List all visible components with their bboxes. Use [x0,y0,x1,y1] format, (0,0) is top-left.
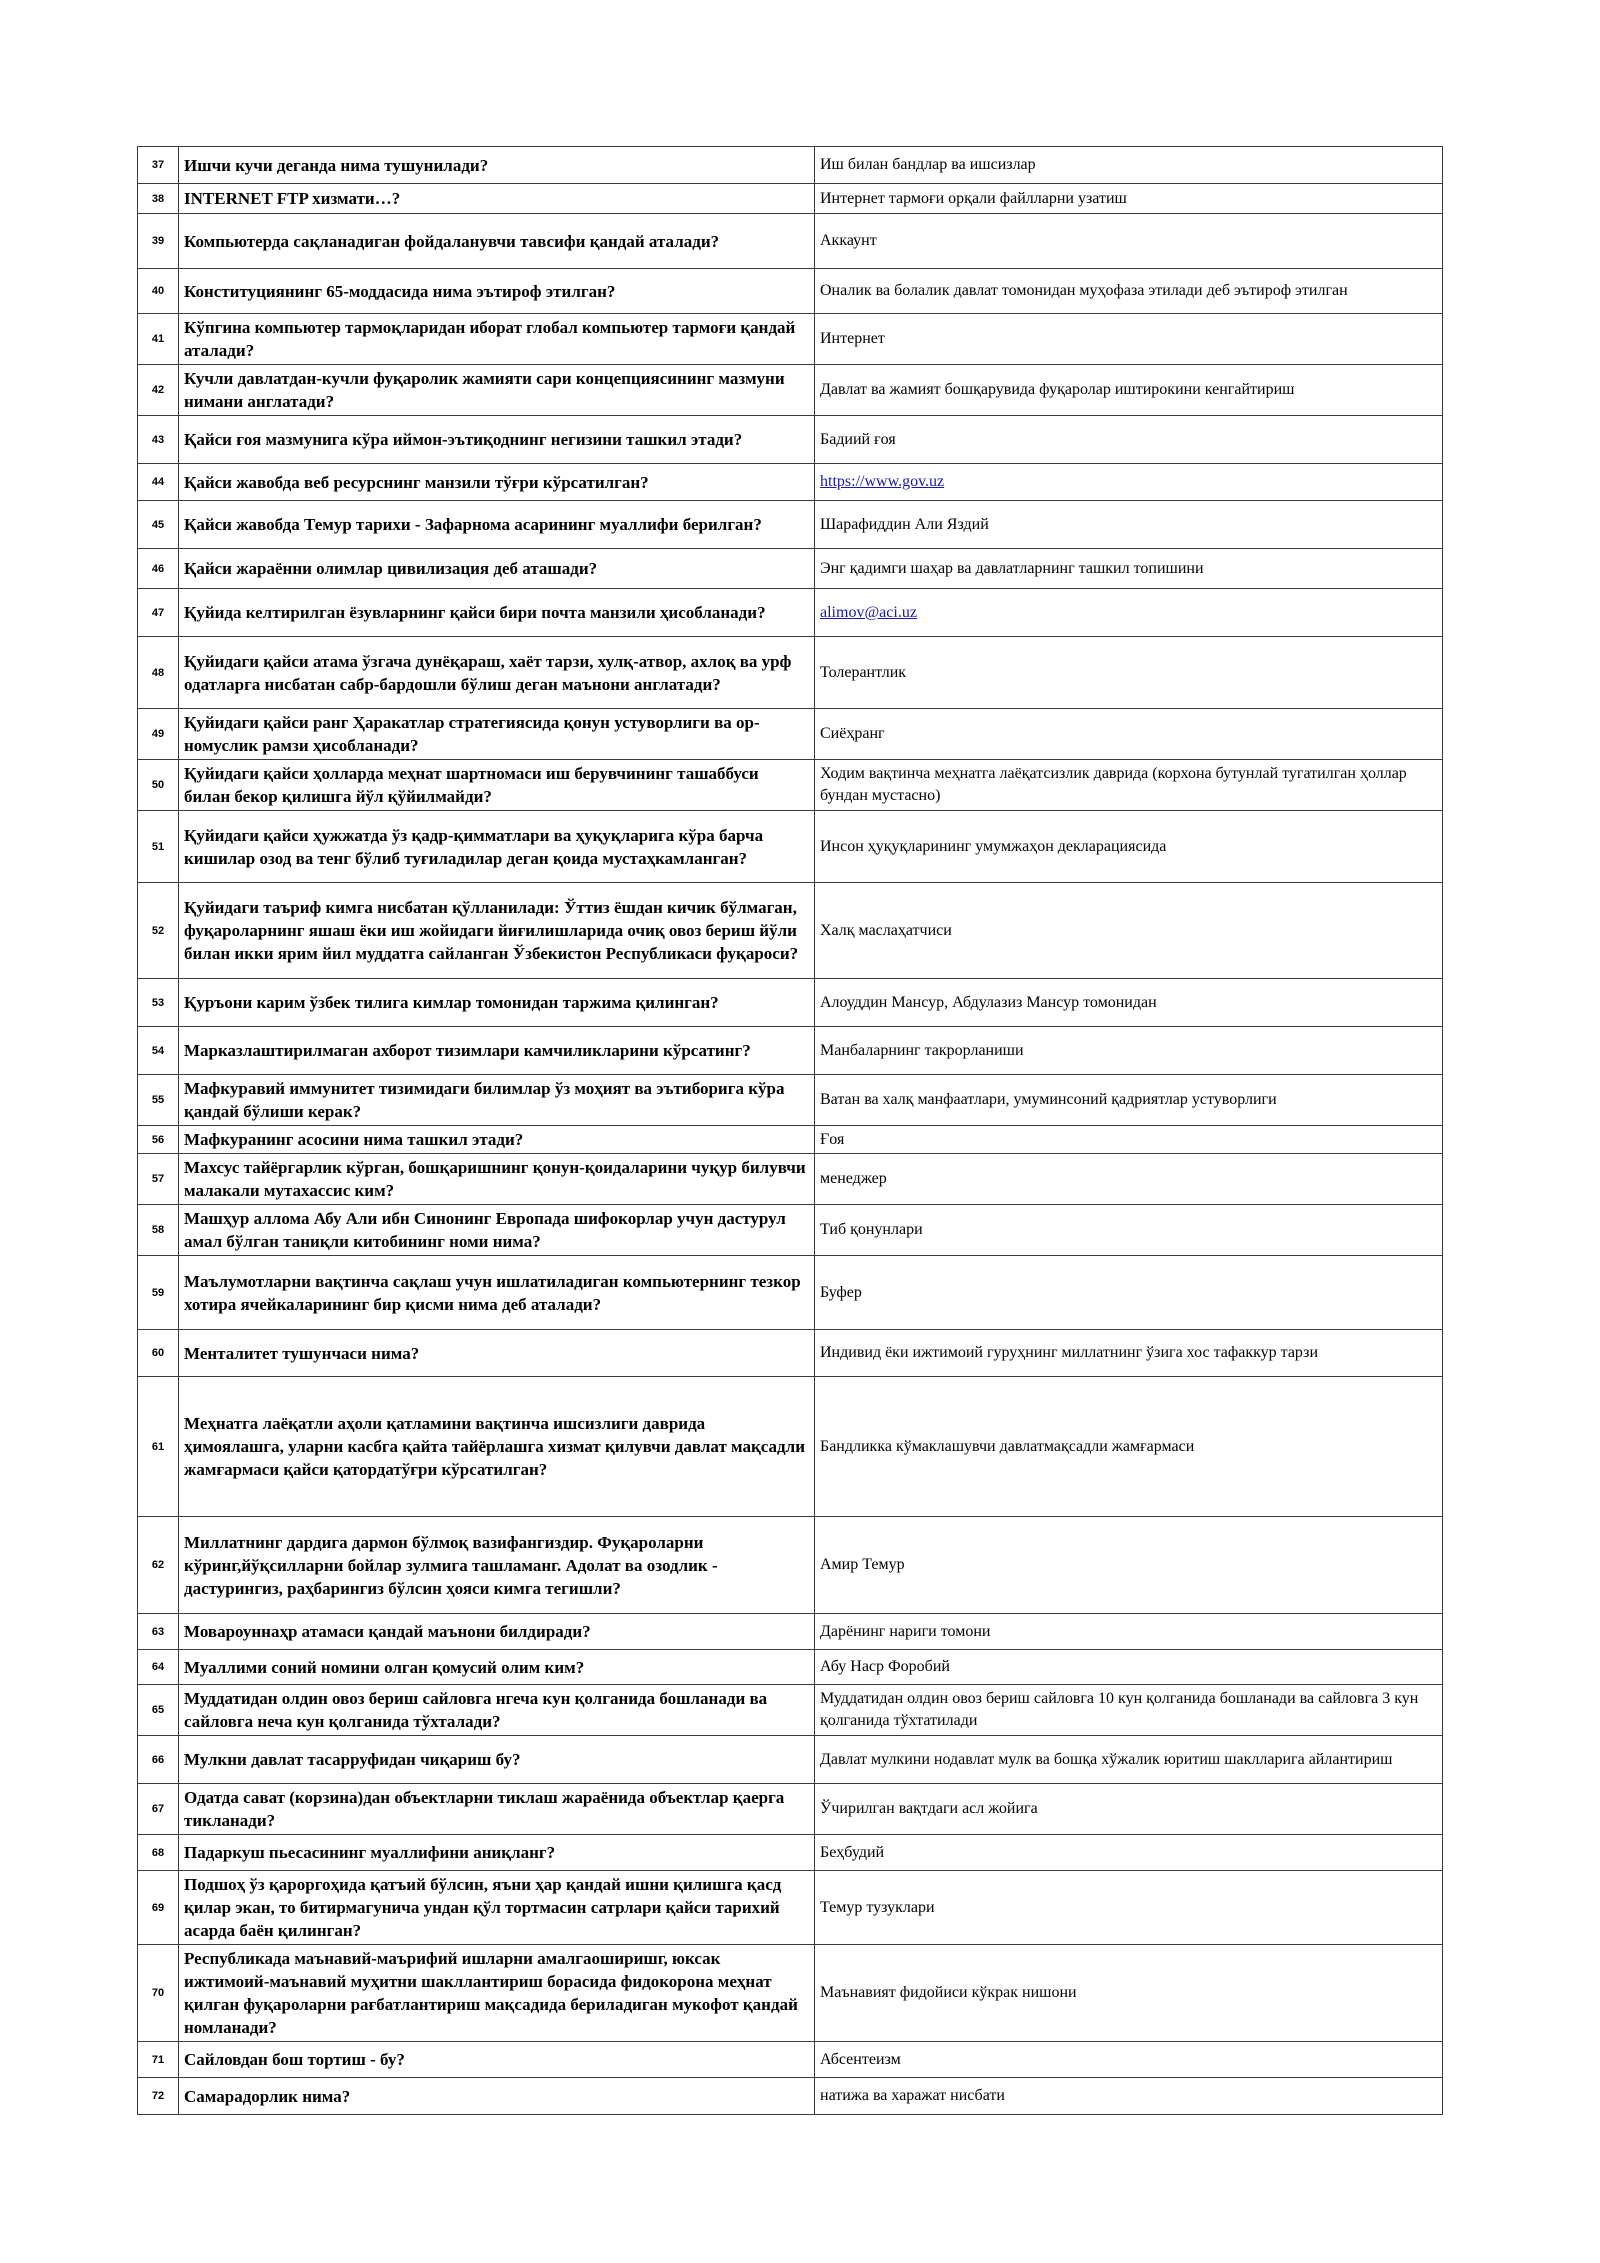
question-cell: Қуйидаги таъриф кимга нисбатан қўлланилади: Ўттиз ёшдан кичик бўлмаган, фуқароларнинг яшаш ёки иш жойидаги йиғилишларида очиқ овоз бериш йўли билан икки ярим йил муддатга сайланган Ўзбекистон Республикаси фуқароси? [179,883,815,979]
question-cell: Падаркуш пьесасининг муаллифини аниқланг? [179,1835,815,1871]
answer-cell: Манбаларнинг такрорланиши [815,1027,1443,1075]
answer-cell: Оналик ва болалик давлат томонидан муҳофаза этилади деб эътироф этилган [815,269,1443,314]
table-row [138,214,1443,269]
question-cell: Подшоҳ ўз қароргоҳида қатъий бўлсин, яъни ҳар қандай ишни қилишга қасд қилар экан, то битирмагунича ундан қўл тортмасин сатрлари қайси тарихий асарда баён қилинган? [179,1871,815,1945]
answer-cell: Муддатидан олдин овоз бериш сайловга 10 кун қолганида бошланади ва сайловга 3 кун қолганида тўхтатилади [815,1685,1443,1736]
table-row [138,760,1443,811]
question-cell: Мовароуннаҳр атамаси қандай маънони билдиради? [179,1614,815,1650]
row-number: 68 [138,1835,179,1871]
table-row [138,1784,1443,1835]
table-row [138,2078,1443,2115]
question-cell: Мафкуранинг асосини нима ташкил этади? [179,1126,815,1154]
row-number: 61 [138,1377,179,1517]
answer-cell: Индивид ёки ижтимоий гуруҳнинг миллатнинг ўзига хос тафаккур тарзи [815,1330,1443,1377]
question-cell: Марказлаштирилмаган ахборот тизимлари камчиликларини кўрсатинг? [179,1027,815,1075]
answer-cell: Интернет [815,314,1443,365]
question-cell: Кўпгина компьютер тармоқларидан иборат глобал компьютер тармоғи қандай аталади? [179,314,815,365]
answer-cell: Бадиий ғоя [815,416,1443,464]
table-row [138,1205,1443,1256]
row-number: 41 [138,314,179,365]
question-cell: Машҳур аллома Абу Али ибн Синонинг Европада шифокорлар учун дастурул амал бўлган таниқли китобининг номи нима? [179,1205,815,1256]
table-row [138,1650,1443,1685]
answer-cell: Буфер [815,1256,1443,1330]
question-cell: Қуйида келтирилган ёзувларнинг қайси бири почта манзили ҳисобланади? [179,589,815,637]
answer-cell: Толерантлик [815,637,1443,709]
table-row [138,365,1443,416]
question-cell: Муаллими соний номини олган қомусий олим ким? [179,1650,815,1685]
row-number: 72 [138,2078,179,2115]
table-row [138,464,1443,501]
question-cell: Қуйидаги қайси ранг Ҳаракатлар стратегиясида қонун устуворлиги ва ор-номуслик рамзи ҳисобланади? [179,709,815,760]
question-cell: Қуйидаги қайси атама ўзгача дунёқараш, хаёт тарзи, хулқ-атвор, ахлоқ ва урф одатларга нисбатан сабр-бардошли бўлиш деган маънони англатади? [179,637,815,709]
row-number: 55 [138,1075,179,1126]
row-number: 69 [138,1871,179,1945]
row-number: 44 [138,464,179,501]
table-row [138,1075,1443,1126]
question-cell: Республикада маънавий-маърифий ишларни амалгаоширишг, юксак ижтимоий-маънавий муҳитни шакллантириш борасида фидокорона меҳнат қилган фуқароларни рағбатлантириш мақсадида бериладиган мукофот қандай номланади? [179,1945,815,2042]
table-row [138,979,1443,1027]
table-row [138,1736,1443,1784]
row-number: 65 [138,1685,179,1736]
question-cell: Қайси ғоя мазмунига кўра иймон-эътиқоднинг негизини ташкил этади? [179,416,815,464]
row-number: 62 [138,1517,179,1614]
question-cell: Одатда сават (корзина)дан объектларни тиклаш жараёнида объектлар қаерга тикланади? [179,1784,815,1835]
table-row [138,1377,1443,1517]
row-number: 64 [138,1650,179,1685]
table-row [138,883,1443,979]
row-number: 43 [138,416,179,464]
question-cell: Қайси жавобда веб ресурснинг манзили тўғри кўрсатилган? [179,464,815,501]
question-cell: Қайси жавобда Темур тарихи - Зафарнома асарининг муаллифи берилган? [179,501,815,549]
table-row [138,637,1443,709]
row-number: 66 [138,1736,179,1784]
answer-cell [815,589,1443,637]
answer-cell: Халқ маслаҳатчиси [815,883,1443,979]
row-number: 60 [138,1330,179,1377]
web-address-link[interactable]: https://www.gov.uz [820,473,945,490]
answer-cell: Дарёнинг нариги томони [815,1614,1443,1650]
row-number: 37 [138,147,179,184]
row-number: 42 [138,365,179,416]
table-row [138,501,1443,549]
row-number: 56 [138,1126,179,1154]
row-number: 71 [138,2042,179,2078]
row-number: 40 [138,269,179,314]
answer-cell: натижа ва харажат нисбати [815,2078,1443,2115]
row-number: 39 [138,214,179,269]
question-cell: Маълумотларни вақтинча сақлаш учун ишлатиладиган компьютернинг тезкор хотира ячейкаларининг бир қисми нима деб аталади? [179,1256,815,1330]
answer-cell: Ўчирилган вақтдаги асл жойига [815,1784,1443,1835]
answer-cell: Маънавият фидойиси кўкрак нишони [815,1945,1443,2042]
question-cell: Қуръони карим ўзбек тилига кимлар томонидан таржима қилинган? [179,979,815,1027]
answer-cell: Ходим вақтинча меҳнатга лаёқатсизлик даврида (корхона бутунлай тугатилган ҳоллар бундан мустасно) [815,760,1443,811]
table-row [138,147,1443,184]
question-cell: Махсус тайёргарлик кўрган, бошқаришнинг қонун-қоидаларини чуқур билувчи малакали мутахассис ким? [179,1154,815,1205]
table-row [138,709,1443,760]
row-number: 67 [138,1784,179,1835]
table-row [138,1517,1443,1614]
table-row [138,2042,1443,2078]
qa-table [137,146,1443,2115]
question-cell: Миллатнинг дардига дармон бўлмоқ вазифангиздир. Фуқароларни кўринг,йўқсилларни бойлар зулмига ташламанг. Адолат ва озодлик - дастурингиз, раҳбарингиз бўлсин ҳояси кимга тегишли? [179,1517,815,1614]
question-cell: Меҳнатга лаёқатли аҳоли қатламини вақтинча ишсизлиги даврида ҳимоялашга, уларни касбга қайта тайёрлашга хизмат қилувчи давлат мақсадли жамғармаси қайси қатордатўғри кўрсатилган? [179,1377,815,1517]
answer-cell: менеджер [815,1154,1443,1205]
table-row [138,269,1443,314]
answer-cell: Давлат мулкини нодавлат мулк ва бошқа хўжалик юритиш шаклларига айлантириш [815,1736,1443,1784]
table-row [138,1256,1443,1330]
table-row [138,1126,1443,1154]
row-number: 57 [138,1154,179,1205]
answer-cell: Тиб қонунлари [815,1205,1443,1256]
question-cell: Қайси жараённи олимлар цивилизация деб аташади? [179,549,815,589]
row-number: 54 [138,1027,179,1075]
question-cell: Қуйидаги қайси ҳолларда меҳнат шартномаси иш берувчининг ташаббуси билан бекор қилишга йўл қўйилмайди? [179,760,815,811]
table-row [138,1614,1443,1650]
table-row [138,1685,1443,1736]
row-number: 49 [138,709,179,760]
answer-cell: Беҳбудий [815,1835,1443,1871]
table-row [138,314,1443,365]
answer-cell: Энг қадимги шаҳар ва давлатларнинг ташкил топишини [815,549,1443,589]
question-cell: Менталитет тушунчаси нима? [179,1330,815,1377]
table-row [138,549,1443,589]
question-cell: Сайловдан бош тортиш - бу? [179,2042,815,2078]
answer-cell [815,464,1443,501]
question-cell: Компьютерда сақланадиган фойдаланувчи тавсифи қандай аталади? [179,214,815,269]
answer-cell: Абсентеизм [815,2042,1443,2078]
table-row [138,811,1443,883]
question-cell: Муддатидан олдин овоз бериш сайловга нгеча кун қолганида бошланади ва сайловга неча кун қолганида тўхталади? [179,1685,815,1736]
question-cell: Қуйидаги қайси ҳужжатда ўз қадр-қимматлари ва ҳуқуқларига кўра барча кишилар озод ва тенг бўлиб туғиладилар деган қоида мустаҳкамланган? [179,811,815,883]
answer-cell: Иш билан бандлар ва ишсизлар [815,147,1443,184]
answer-cell: Шарафиддин Али Яздий [815,501,1443,549]
row-number: 59 [138,1256,179,1330]
answer-cell: Амир Темур [815,1517,1443,1614]
answer-cell: Аккаунт [815,214,1443,269]
answer-cell: Давлат ва жамият бошқарувида фуқаролар иштирокини кенгайтириш [815,365,1443,416]
question-cell: Самарадорлик нима? [179,2078,815,2115]
table-row [138,1945,1443,2042]
question-cell: Мулкни давлат тасарруфидан чиқариш бу? [179,1736,815,1784]
answer-cell: Темур тузуклари [815,1871,1443,1945]
table-row [138,1871,1443,1945]
row-number: 45 [138,501,179,549]
answer-cell: Сиёҳранг [815,709,1443,760]
answer-cell: Интернет тармоғи орқали файлларни узатиш [815,184,1443,214]
question-cell: Конституциянинг 65-моддасида нима эътироф этилган? [179,269,815,314]
table-row [138,1154,1443,1205]
question-cell: Кучли давлатдан-кучли фуқаролик жамияти сари концепциясининг мазмуни нимани англатади? [179,365,815,416]
row-number: 46 [138,549,179,589]
row-number: 70 [138,1945,179,2042]
table-row [138,416,1443,464]
question-cell: INTERNET FTP хизмати…? [179,184,815,214]
answer-cell: Ғоя [815,1126,1443,1154]
question-cell: Мафкуравий иммунитет тизимидаги билимлар ўз моҳият ва эътиборига кўра қандай бўлиши керак? [179,1075,815,1126]
table-row [138,1835,1443,1871]
table-row [138,1027,1443,1075]
answer-cell: Абу Наср Форобий [815,1650,1443,1685]
row-number: 50 [138,760,179,811]
row-number: 48 [138,637,179,709]
row-number: 38 [138,184,179,214]
row-number: 58 [138,1205,179,1256]
table-row [138,184,1443,214]
table-row [138,589,1443,637]
answer-cell: Бандликка кўмаклашувчи давлатмақсадли жамғармаси [815,1377,1443,1517]
table-row [138,1330,1443,1377]
answer-cell: Алоуддин Мансур, Абдулазиз Мансур томонидан [815,979,1443,1027]
answer-cell: Инсон ҳуқуқларининг умумжаҳон декларациясида [815,811,1443,883]
row-number: 47 [138,589,179,637]
answer-cell: Ватан ва халқ манфаатлари, умуминсоний қадриятлар устуворлиги [815,1075,1443,1126]
row-number: 53 [138,979,179,1027]
row-number: 63 [138,1614,179,1650]
row-number: 52 [138,883,179,979]
question-cell: Ишчи кучи деганда нима тушунилади? [179,147,815,184]
row-number: 51 [138,811,179,883]
email-address-link[interactable]: alimov@aci.uz [820,603,917,621]
